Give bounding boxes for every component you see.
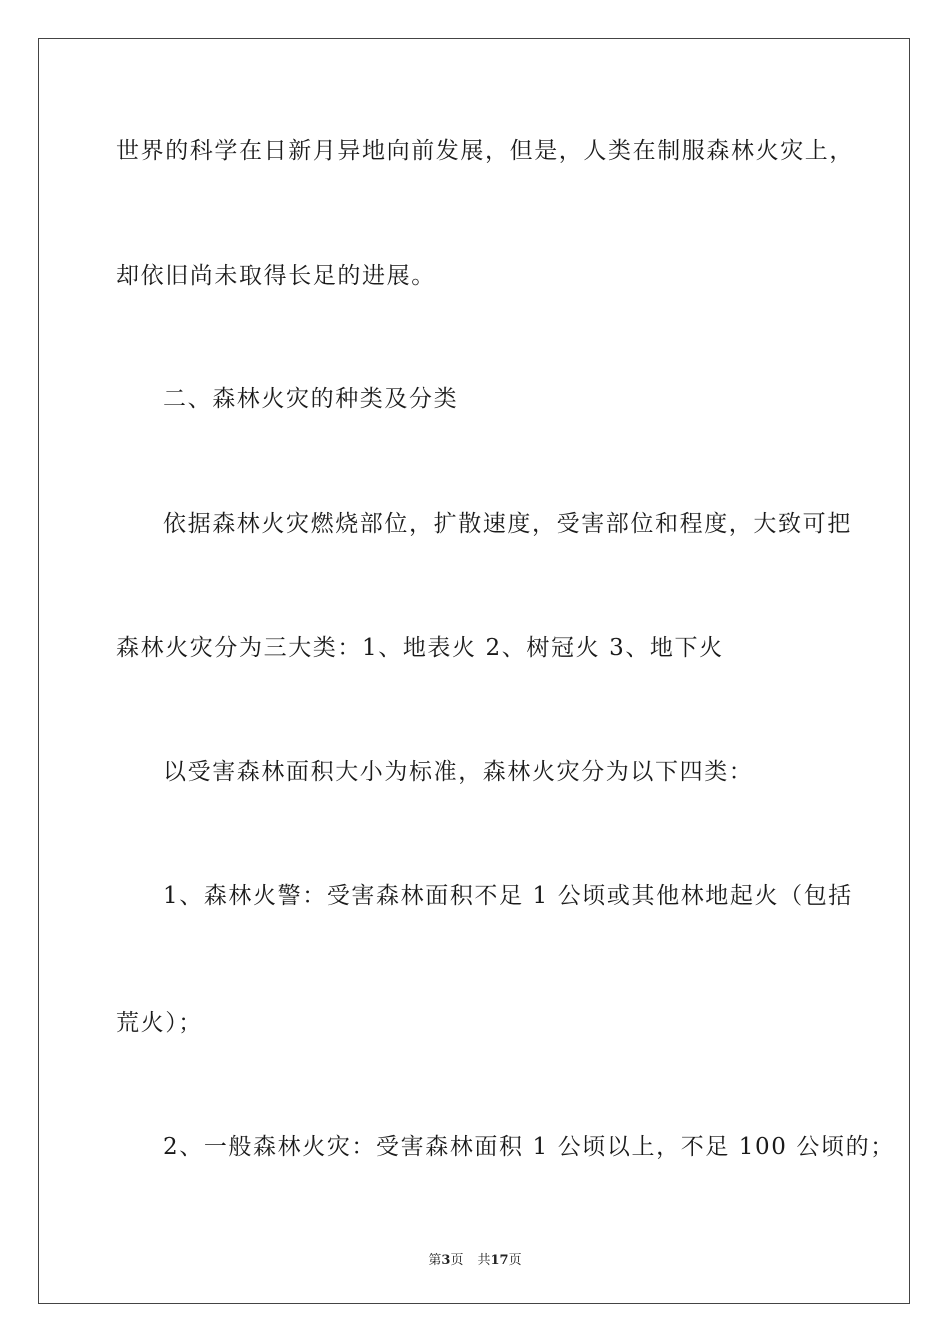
body-line-1: 世界的科学在日新月异地向前发展，但是，人类在制服森林火灾上， <box>116 138 854 164</box>
page-footer <box>0 1249 950 1268</box>
list-item-1: 1、森林火警：受害森林面积不足 1 公顷或其他林地起火（包括 <box>163 883 853 909</box>
body-line-5: 以受害森林面积大小为标准，森林火灾分为以下四类： <box>163 759 754 785</box>
page-label-prefix: 第 <box>428 1253 442 1268</box>
total-label-prefix: 共 <box>477 1253 491 1268</box>
total-label-suffix: 页 <box>508 1253 522 1268</box>
body-line-3: 依据森林火灾燃烧部位，扩散速度，受害部位和程度，大致可把 <box>163 511 852 537</box>
page-number: 3 <box>441 1253 451 1268</box>
page-border <box>38 38 910 1304</box>
body-line-2: 却依旧尚未取得长足的进展。 <box>116 263 436 289</box>
list-item-1-continuation: 荒火）； <box>116 1010 203 1036</box>
section-heading: 二、森林火灾的种类及分类 <box>163 386 459 412</box>
page-label-suffix: 页 <box>450 1253 464 1268</box>
list-item-2: 2、一般森林火灾：受害森林面积 1 公顷以上，不足 100 公顷的； <box>163 1134 895 1160</box>
body-line-4: 森林火灾分为三大类：1、地表火 2、树冠火 3、地下火 <box>116 635 724 661</box>
total-pages: 17 <box>490 1253 509 1268</box>
